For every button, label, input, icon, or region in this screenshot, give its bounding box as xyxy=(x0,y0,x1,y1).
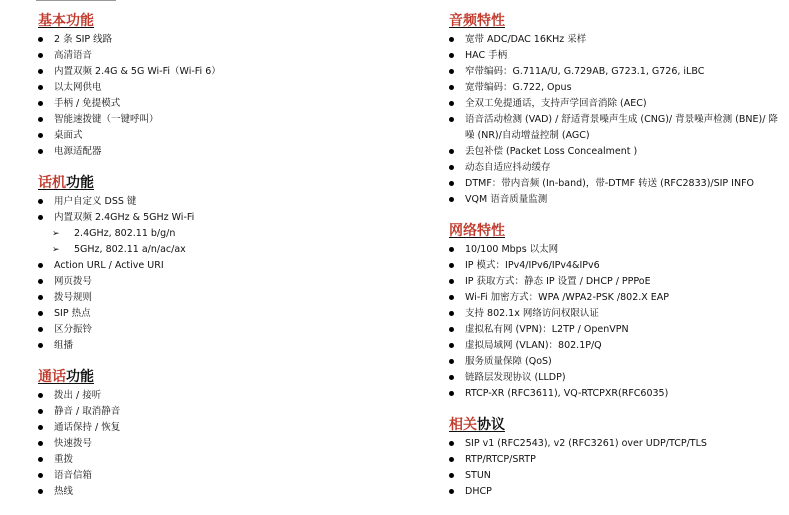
bullet-icon xyxy=(449,343,454,348)
bullet-icon xyxy=(449,391,454,396)
bullet-icon xyxy=(449,85,454,90)
list-item: 快速拨号 xyxy=(38,436,398,452)
phone-features-section xyxy=(38,172,398,354)
feature-list xyxy=(449,242,779,402)
right-column xyxy=(449,10,779,512)
bullet-icon xyxy=(38,263,43,268)
bullet-icon xyxy=(449,375,454,380)
list-item: 链路层发现协议 (LLDP) xyxy=(449,370,779,386)
bullet-icon xyxy=(449,149,454,154)
list-item: 手柄 / 免提模式 xyxy=(38,96,398,112)
bullet-icon xyxy=(449,441,454,446)
bullet-icon xyxy=(38,53,43,58)
bullet-icon xyxy=(449,489,454,494)
list-item: 热线 xyxy=(38,484,398,500)
feature-list xyxy=(449,436,779,500)
list-item: 2 条 SIP 线路 xyxy=(38,32,398,48)
bullet-icon xyxy=(38,489,43,494)
bullet-icon xyxy=(449,263,454,268)
bullet-icon xyxy=(38,409,43,414)
bullet-icon xyxy=(38,85,43,90)
list-item: 重拨 xyxy=(38,452,398,468)
feature-list xyxy=(38,388,398,500)
section-heading: 话机功能 xyxy=(38,175,94,191)
section-heading: 网络特性 xyxy=(449,223,505,239)
feature-list xyxy=(449,32,779,208)
list-item: VQM 语音质量监测 xyxy=(449,192,779,208)
list-item: 用户自定义 DSS 键 xyxy=(38,194,398,210)
list-item: STUN xyxy=(449,468,779,484)
feature-list xyxy=(38,194,398,354)
section-heading: 通话功能 xyxy=(38,369,94,385)
bullet-icon xyxy=(38,101,43,106)
list-item: 宽带 ADC/DAC 16KHz 采样 xyxy=(449,32,779,48)
section-heading: 基本功能 xyxy=(38,13,94,29)
list-item: 区分振铃 xyxy=(38,322,398,338)
list-item: 语音信箱 xyxy=(38,468,398,484)
arrow-icon: ➢ xyxy=(52,245,60,255)
list-item: 全双工免提通话，支持声学回音消除 (AEC) xyxy=(449,96,779,112)
list-item: 拨号规则 xyxy=(38,290,398,306)
bullet-icon xyxy=(449,53,454,58)
list-item: Action URL / Active URI xyxy=(38,258,398,274)
protocols-section xyxy=(449,414,779,500)
list-item: 内置双频 2.4GHz & 5GHz Wi-Fi xyxy=(38,210,398,226)
bullet-icon xyxy=(38,149,43,154)
sub-list-item: ➢ 5GHz, 802.11 a/n/ac/ax xyxy=(38,242,398,258)
list-item: 虚拟局域网 (VLAN)：802.1P/Q xyxy=(449,338,779,354)
bullet-icon xyxy=(38,343,43,348)
bullet-icon xyxy=(38,279,43,284)
list-item: 服务质量保障 (QoS) xyxy=(449,354,779,370)
list-item: DTMF：带内音频 (In-band)，带-DTMF 转送 (RFC2833)/SIP INFO xyxy=(449,176,779,192)
bullet-icon xyxy=(38,393,43,398)
list-item: RTP/RTCP/SRTP xyxy=(449,452,779,468)
bullet-icon xyxy=(449,279,454,284)
bullet-icon xyxy=(38,133,43,138)
list-item: 高清语音 xyxy=(38,48,398,64)
sub-list-item: ➢ 2.4GHz, 802.11 b/g/n xyxy=(38,226,398,242)
network-features-section xyxy=(449,220,779,402)
audio-features-section xyxy=(449,10,779,208)
bullet-icon xyxy=(38,473,43,478)
bullet-icon xyxy=(449,247,454,252)
left-column xyxy=(38,10,398,512)
bullet-icon xyxy=(449,311,454,316)
list-item: 组播 xyxy=(38,338,398,354)
bullet-icon xyxy=(38,327,43,332)
bullet-icon xyxy=(38,69,43,74)
basic-features-section xyxy=(38,10,398,160)
list-item: 以太网供电 xyxy=(38,80,398,96)
list-item: 虚拟私有网 (VPN)：L2TP / OpenVPN xyxy=(449,322,779,338)
arrow-icon: ➢ xyxy=(52,229,60,239)
bullet-icon xyxy=(38,311,43,316)
bullet-icon xyxy=(449,295,454,300)
list-item: 支持 802.1x 网络访问权限认证 xyxy=(449,306,779,322)
bullet-icon xyxy=(449,457,454,462)
list-item: IP 获取方式：静态 IP 设置 / DHCP / PPPoE xyxy=(449,274,779,290)
list-item: 语音活动检测 (VAD) / 舒适背景噪声生成 (CNG)/ 背景噪声检测 (BNE)/ 降噪 (NR)/自动增益控制 (AGC) xyxy=(449,112,779,144)
list-item: 窄带编码：G.711A/U, G.729AB, G723.1, G726, iLBC xyxy=(449,64,779,80)
bullet-icon xyxy=(38,199,43,204)
list-item: HAC 手柄 xyxy=(449,48,779,64)
top-rule xyxy=(36,0,116,1)
bullet-icon xyxy=(449,37,454,42)
list-item: 宽带编码：G.722, Opus xyxy=(449,80,779,96)
section-heading: 音频特性 xyxy=(449,13,505,29)
list-item: SIP 热点 xyxy=(38,306,398,322)
list-item: Wi-Fi 加密方式：WPA /WPA2-PSK /802.X EAP xyxy=(449,290,779,306)
bullet-icon xyxy=(38,37,43,42)
list-item: 动态自适应抖动缓存 xyxy=(449,160,779,176)
list-item: 网页拨号 xyxy=(38,274,398,290)
bullet-icon xyxy=(38,457,43,462)
bullet-icon xyxy=(449,117,454,122)
bullet-icon xyxy=(38,117,43,122)
bullet-icon xyxy=(449,165,454,170)
feature-list xyxy=(38,32,398,160)
list-item: IP 模式：IPv4/IPv6/IPv4&IPv6 xyxy=(449,258,779,274)
list-item: 内置双频 2.4G & 5G Wi-Fi（Wi-Fi 6） xyxy=(38,64,398,80)
list-item: RTCP-XR (RFC3611), VQ-RTCPXR(RFC6035) xyxy=(449,386,779,402)
bullet-icon xyxy=(38,425,43,430)
bullet-icon xyxy=(38,441,43,446)
list-item: 10/100 Mbps 以太网 xyxy=(449,242,779,258)
bullet-icon xyxy=(449,359,454,364)
list-item: 丢包补偿 (Packet Loss Concealment ) xyxy=(449,144,779,160)
list-item: 静音 / 取消静音 xyxy=(38,404,398,420)
bullet-icon xyxy=(449,181,454,186)
bullet-icon xyxy=(449,197,454,202)
list-item: 智能速拨键（一键呼叫） xyxy=(38,112,398,128)
list-item: SIP v1 (RFC2543), v2 (RFC3261) over UDP/TCP/TLS xyxy=(449,436,779,452)
list-item: 桌面式 xyxy=(38,128,398,144)
list-item: 电源适配器 xyxy=(38,144,398,160)
list-item: DHCP xyxy=(449,484,779,500)
bullet-icon xyxy=(449,101,454,106)
list-item: 拨出 / 接听 xyxy=(38,388,398,404)
section-heading: 相关协议 xyxy=(449,417,505,433)
bullet-icon xyxy=(449,69,454,74)
bullet-icon xyxy=(38,295,43,300)
bullet-icon xyxy=(449,473,454,478)
bullet-icon xyxy=(38,215,43,220)
call-features-section xyxy=(38,366,398,500)
list-item: 通话保持 / 恢复 xyxy=(38,420,398,436)
bullet-icon xyxy=(449,327,454,332)
